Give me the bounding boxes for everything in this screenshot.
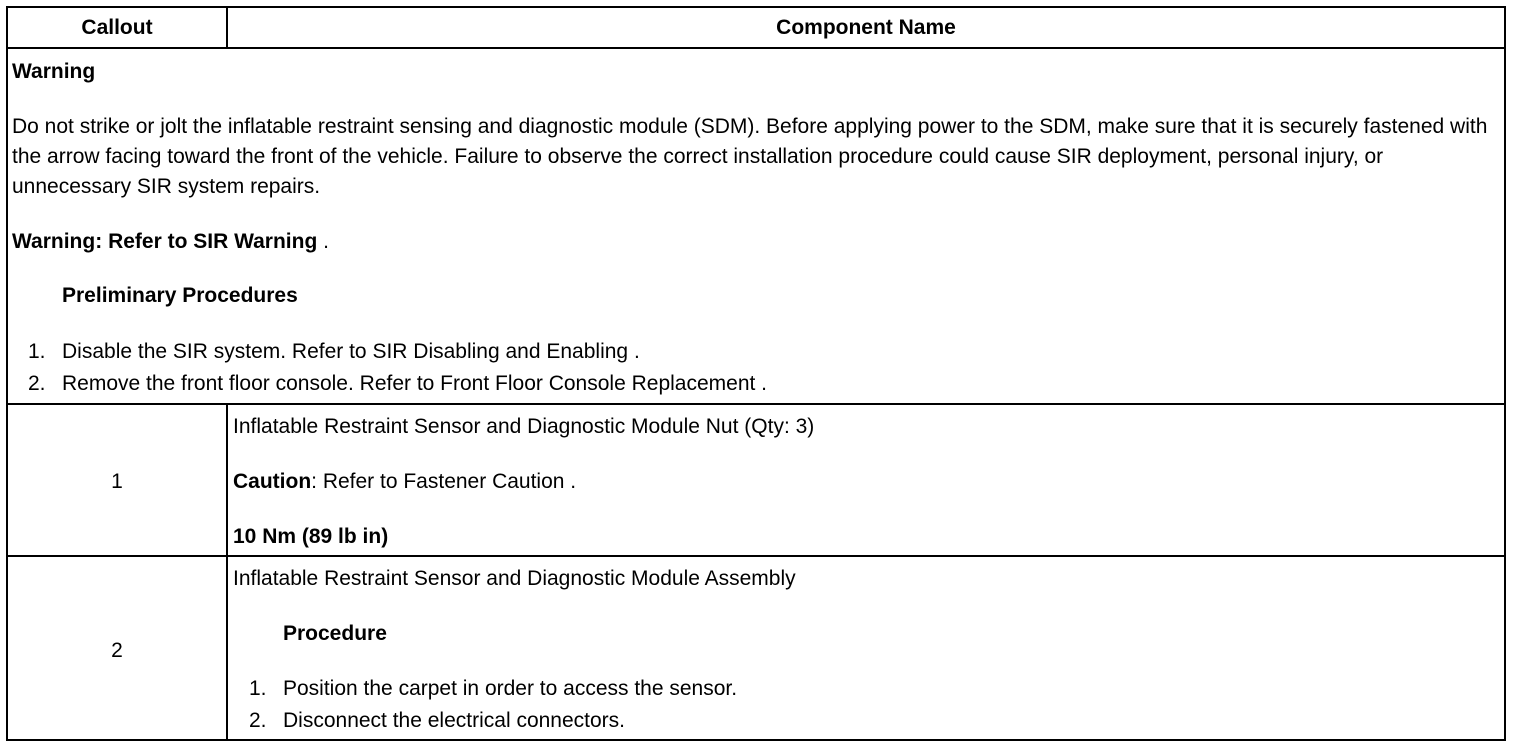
sir-warning-link[interactable]: Refer to SIR Warning	[108, 230, 318, 253]
preliminary-step-num: 2.	[28, 372, 46, 395]
sir-warning-line	[12, 231, 329, 253]
preliminary-step-text: Disable the SIR system. Refer to SIR Disabling and Enabling .	[62, 340, 640, 363]
preliminary-heading: Preliminary Procedures	[62, 284, 298, 307]
row-divider	[8, 555, 1504, 557]
procedure-step-text: Position the carpet in order to access the sensor.	[283, 677, 738, 700]
caution-text: : Refer to Fastener Caution .	[311, 470, 577, 493]
preliminary-step-num: 1.	[28, 340, 46, 363]
caution-label: Caution	[233, 470, 312, 493]
procedure-step-num: 1.	[249, 677, 267, 700]
procedure-step-num: 2.	[249, 709, 267, 732]
warning-title: Warning	[12, 60, 96, 83]
sir-warning-suffix: .	[317, 230, 329, 253]
header-callout: Callout	[81, 16, 153, 39]
row-callout: 2	[111, 639, 123, 662]
component-table	[6, 6, 1506, 741]
row-callout: 1	[111, 470, 123, 493]
torque-spec: 10 Nm (89 lb in)	[233, 525, 389, 548]
sir-warning-label: Warning:	[12, 230, 103, 253]
warning-divider	[8, 403, 1504, 405]
procedure-heading: Procedure	[283, 622, 387, 645]
rows-column-divider	[226, 403, 228, 739]
caution-line	[233, 471, 576, 493]
header-component-name: Component Name	[776, 16, 956, 39]
header-divider	[8, 47, 1504, 49]
preliminary-step-text: Remove the front floor console. Refer to Front Floor Console Replacement .	[62, 372, 767, 395]
component-name: Inflatable Restraint Sensor and Diagnostic Module Nut (Qty: 3)	[233, 415, 815, 438]
procedure-step-text: Disconnect the electrical connectors.	[283, 709, 625, 732]
warning-paragraph: Do not strike or jolt the inflatable restraint sensing and diagnostic module (SDM). Before applying power to the SDM, make sure that it is securely fastened with the arrow facing toward the front of the vehicle. Failure to observe the correct installation procedure could cause SIR deployment, personal injury, or unnecessary SIR system repairs.	[12, 115, 1488, 198]
component-name: Inflatable Restraint Sensor and Diagnostic Module Assembly	[233, 567, 796, 590]
